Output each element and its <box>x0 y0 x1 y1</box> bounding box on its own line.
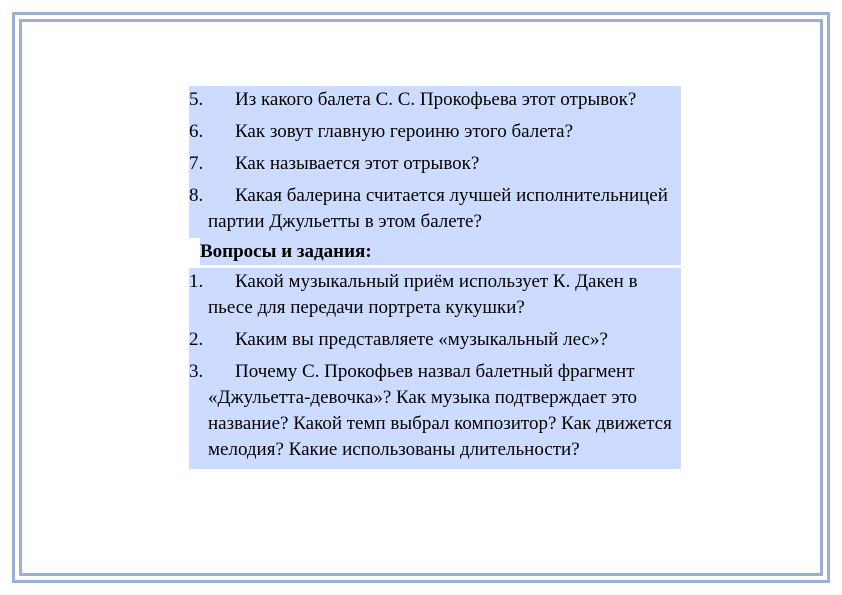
top-question-list <box>189 86 681 238</box>
heading-gap <box>189 238 200 268</box>
item-text: Как зовут главную героиню этого балета? <box>235 121 574 142</box>
list-item <box>189 148 681 180</box>
text-content <box>189 86 681 469</box>
item-text: Как называется этот отрывок? <box>235 153 480 174</box>
item-text: Каким вы представляете «музыкальный лес»? <box>235 329 608 350</box>
questions-block-bottom <box>189 268 681 469</box>
list-item <box>189 268 681 324</box>
item-text: Какой музыкальный приём использует К. Дакен в пьесе для передачи портрета кукушки? <box>208 271 638 318</box>
item-number: 3. <box>189 361 204 382</box>
section-heading: Вопросы и задания: <box>200 238 681 265</box>
list-item <box>189 324 681 356</box>
item-number: 1. <box>189 271 204 292</box>
list-item <box>189 180 681 238</box>
list-item <box>189 356 681 469</box>
section-heading-row <box>189 238 681 268</box>
bottom-question-list <box>189 268 681 469</box>
item-number: 2. <box>189 329 204 350</box>
item-text: Из какого балета С. С. Прокофьева этот отрывок? <box>235 89 637 110</box>
list-item <box>189 116 681 148</box>
item-number: 6. <box>189 121 204 142</box>
item-number: 7. <box>189 153 204 174</box>
item-number: 5. <box>189 89 204 110</box>
item-text: Почему С. Прокофьев назвал балетный фрагмент «Джульетта-девочка»? Как музыка подтверждает это название? Какой темп выбрал композитор? Как движется мелодия? Какие использованы длительности? <box>208 361 672 460</box>
questions-block-top <box>189 86 681 238</box>
item-number: 8. <box>189 185 204 206</box>
list-item <box>189 86 681 116</box>
item-text: Какая балерина считается лучшей исполнительницей партии Джульетты в этом балете? <box>208 185 668 232</box>
